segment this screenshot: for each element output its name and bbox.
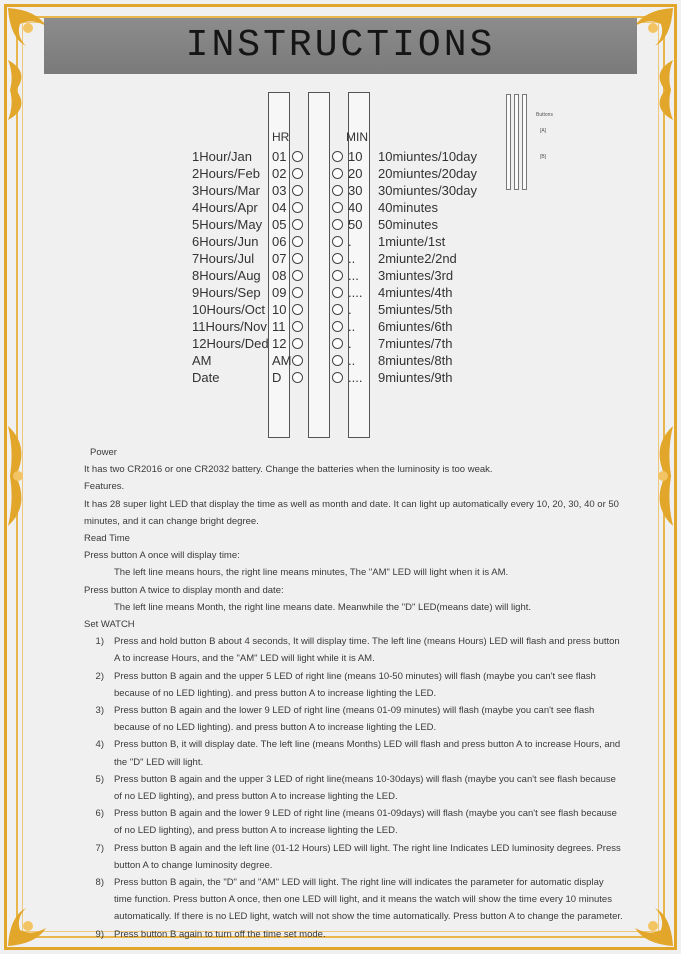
step-number: 4) bbox=[95, 739, 104, 751]
step-text: Press button B again and the upper 3 LED of right line(means 10-30days) will flash (maybe you can't see flash because of no LED lighting), and press button A to increase lighting the LED. bbox=[114, 773, 616, 803]
read-time-heading: Read Time bbox=[84, 533, 130, 545]
hr-led bbox=[292, 372, 303, 383]
min-led bbox=[332, 151, 343, 162]
min-led bbox=[332, 253, 343, 264]
set-step bbox=[84, 633, 624, 667]
step-text: Press button B again and the upper 5 LED of right line (means 10-50 minutes) will flash (maybe you can't see flash because of no LED lighting). and press button A to increase lighting the LED. bbox=[114, 670, 596, 699]
min-value: 10 bbox=[348, 149, 363, 164]
hour-month-label: 3Hours/Mar bbox=[192, 183, 260, 198]
hr-led bbox=[292, 287, 303, 298]
hr-value: 03 bbox=[272, 183, 287, 198]
mini-buttons-label: Buttons bbox=[536, 112, 553, 118]
minute-day-label: 3miuntes/3rd bbox=[378, 268, 454, 283]
hr-value: 05 bbox=[272, 217, 287, 232]
min-led bbox=[332, 185, 343, 196]
hour-month-label: Date bbox=[192, 370, 220, 385]
button-location-sketch bbox=[500, 94, 570, 190]
minute-day-label: 5miuntes/5th bbox=[378, 302, 453, 317]
read-a-once-detail: The left line means hours, the right line means minutes, The "AM" LED will light when it is AM. bbox=[114, 567, 509, 579]
min-led bbox=[332, 304, 343, 315]
step-text: Press and hold button B about 4 seconds, It will display time. The left line (means Hours) LED will flash and press button A to increase Hours, and the "AM" LED will light while it is AM. bbox=[114, 636, 620, 665]
hr-led bbox=[292, 168, 303, 179]
hour-month-label: 7Hours/Jul bbox=[192, 251, 255, 266]
hr-led bbox=[292, 338, 303, 349]
min-led bbox=[332, 236, 343, 247]
step-text: Press button B again and the lower 9 LED of right line (means 01-09days) will flash (maybe you can't see flash because of no LED lighting), and press button A to increase lighting the LED. bbox=[114, 808, 617, 837]
hr-led bbox=[292, 236, 303, 247]
minute-day-label: 30miuntes/30day bbox=[378, 183, 478, 198]
step-number: 2) bbox=[95, 670, 104, 682]
step-number: 6) bbox=[95, 808, 104, 820]
features-heading: Features. bbox=[84, 481, 125, 493]
min-value: . bbox=[348, 336, 352, 351]
hr-led bbox=[292, 202, 303, 213]
hour-month-label: 1Hour/Jan bbox=[192, 149, 252, 164]
side-ornament-icon bbox=[4, 60, 34, 120]
min-value: .... bbox=[348, 285, 363, 300]
set-step bbox=[84, 702, 624, 736]
hr-led bbox=[292, 304, 303, 315]
min-value: 20 bbox=[348, 166, 363, 181]
min-value: .... bbox=[348, 370, 363, 385]
minute-day-label: 50minutes bbox=[378, 217, 438, 232]
step-text: Press button B again, the "D" and "AM" LED will light. The right line will indicates the parameter for automatic display time function. Press button A once, then one LED will light, and it means the watch will show the time every 10 minutes automatically. If there is no LED light, watch will not show the time automatically. Press button A to change the parameter. bbox=[114, 877, 623, 923]
read-a-once: Press button A once will display time: bbox=[84, 550, 240, 562]
min-value: ... bbox=[348, 268, 359, 283]
min-value: 30 bbox=[348, 183, 363, 198]
min-value: .. bbox=[348, 353, 356, 368]
hr-led bbox=[292, 151, 303, 162]
instructions-text bbox=[84, 444, 624, 943]
hr-column-header: HR bbox=[272, 130, 290, 144]
step-number: 7) bbox=[95, 842, 104, 854]
read-a-twice-detail: The left line means Month, the right line means date. Meanwhile the "D" LED(means date) will light. bbox=[114, 601, 532, 613]
center-strap-rail bbox=[308, 92, 330, 438]
minute-day-label: 10miuntes/10day bbox=[378, 149, 478, 164]
side-ornament-icon bbox=[647, 426, 677, 526]
set-step bbox=[84, 926, 624, 943]
set-step bbox=[84, 771, 624, 805]
set-step bbox=[84, 840, 624, 874]
hr-value: 11 bbox=[272, 319, 286, 334]
hr-led bbox=[292, 321, 303, 332]
hr-value: D bbox=[272, 370, 282, 385]
minute-day-label: 8miuntes/8th bbox=[378, 353, 453, 368]
hr-led bbox=[292, 253, 303, 264]
power-heading: Power bbox=[90, 447, 117, 458]
hour-month-label: 6Hours/Jun bbox=[192, 234, 259, 249]
set-step bbox=[84, 736, 624, 770]
min-value: .. bbox=[348, 251, 356, 266]
hour-month-label: AM bbox=[192, 353, 212, 368]
hr-value: 01 bbox=[272, 149, 287, 164]
hour-month-label: 12Hours/Ded bbox=[192, 336, 269, 351]
hr-value: 10 bbox=[272, 302, 287, 317]
min-led bbox=[332, 168, 343, 179]
minute-day-label: 6miuntes/6th bbox=[378, 319, 453, 334]
hr-led bbox=[292, 355, 303, 366]
min-column-header: MIN bbox=[346, 130, 368, 144]
corner-ornament-icon bbox=[6, 902, 52, 948]
hr-value: 02 bbox=[272, 166, 287, 181]
hour-month-label: 11Hours/Nov bbox=[192, 319, 267, 334]
features-body: It has 28 super light LED that display the time as well as month and date. It can light up automatically every 10, 20, 30, 40 or 50 minutes, and it can change bright degree. bbox=[84, 498, 619, 527]
min-led bbox=[332, 355, 343, 366]
read-a-twice: Press button A twice to display month and date: bbox=[84, 584, 284, 596]
hr-value: 04 bbox=[272, 200, 287, 215]
side-ornament-icon bbox=[647, 60, 677, 120]
minute-day-label: 20miuntes/20day bbox=[378, 166, 478, 181]
led-diagram bbox=[190, 92, 490, 438]
min-led bbox=[332, 338, 343, 349]
min-value: .. bbox=[348, 319, 356, 334]
minute-day-label: 2miunte2/2nd bbox=[378, 251, 457, 266]
minute-day-label: 7miuntes/7th bbox=[378, 336, 453, 351]
step-text: Press button B again and the lower 9 LED of right line (means 01-09 minutes) will flash (maybe you can't see flash because of no LED lighting). and press button A to increase lighting the LED. bbox=[114, 705, 595, 734]
mini-button-a-label: [A] bbox=[540, 128, 547, 134]
min-led bbox=[332, 287, 343, 298]
hour-month-label: 2Hours/Feb bbox=[192, 166, 260, 181]
minute-day-label: 4miuntes/4th bbox=[378, 285, 453, 300]
hr-value: AM bbox=[272, 353, 292, 368]
step-number: 3) bbox=[95, 705, 104, 717]
set-step bbox=[84, 874, 624, 926]
set-step bbox=[84, 805, 624, 839]
page-title: INSTRUCTIONS bbox=[185, 24, 496, 67]
minute-day-label: 40minutes bbox=[378, 200, 438, 215]
min-value: . bbox=[348, 302, 352, 317]
hour-month-label: 9Hours/Sep bbox=[192, 285, 261, 300]
title-banner bbox=[44, 18, 637, 74]
mini-button-b-label: [B] bbox=[540, 154, 547, 160]
power-body: It has two CR2016 or one CR2032 battery. Change the batteries when the luminosity is too weak. bbox=[84, 464, 493, 476]
step-number: 8) bbox=[95, 877, 104, 889]
hr-value: 08 bbox=[272, 268, 287, 283]
step-number: 9) bbox=[95, 928, 104, 940]
minute-day-label: 1miunte/1st bbox=[378, 234, 446, 249]
hr-value: 07 bbox=[272, 251, 287, 266]
side-ornament-icon bbox=[4, 426, 34, 526]
min-led bbox=[332, 321, 343, 332]
hr-led bbox=[292, 270, 303, 281]
min-led bbox=[332, 270, 343, 281]
step-number: 1) bbox=[95, 636, 104, 648]
set-step bbox=[84, 668, 624, 702]
step-text: Press button B again and the left line (01-12 Hours) LED will light. The right line Indicates LED luminosity degrees. Press button A to change luminosity degree. bbox=[114, 842, 621, 871]
hour-month-label: 4Hours/Apr bbox=[192, 200, 258, 215]
hr-led bbox=[292, 219, 303, 230]
step-number: 5) bbox=[95, 773, 104, 785]
hour-month-label: 8Hours/Aug bbox=[192, 268, 261, 283]
hr-value: 09 bbox=[272, 285, 287, 300]
min-value: 50 bbox=[348, 217, 363, 232]
min-led bbox=[332, 372, 343, 383]
corner-ornament-icon bbox=[629, 902, 675, 948]
hr-value: 06 bbox=[272, 234, 287, 249]
set-watch-heading: Set WATCH bbox=[84, 619, 135, 631]
minute-day-label: 9miuntes/9th bbox=[378, 370, 453, 385]
step-text: Press button B, it will display date. The left line (means Months) LED will flash and press button A to increase Hours, and the "D" LED will light. bbox=[114, 739, 621, 768]
hr-value: 12 bbox=[272, 336, 287, 351]
min-led bbox=[332, 202, 343, 213]
hour-month-label: 10Hours/Oct bbox=[192, 302, 265, 317]
min-value: 40 bbox=[348, 200, 363, 215]
hr-led bbox=[292, 185, 303, 196]
step-text: Press button B again to turn off the time set mode. bbox=[114, 928, 326, 940]
hour-month-label: 5Hours/May bbox=[192, 217, 263, 232]
min-led bbox=[332, 219, 343, 230]
min-value: . bbox=[348, 234, 352, 249]
